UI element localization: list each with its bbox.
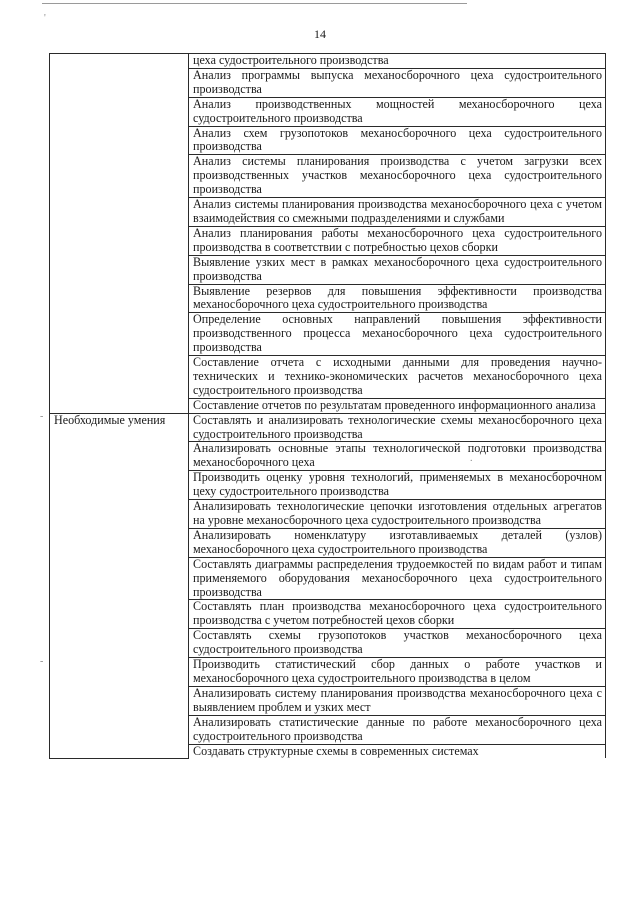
table-cell-item: Анализ производственных мощностей механосборочного цеха судостроительного производства <box>189 97 606 126</box>
table-cell-item: Анализировать номенклатуру изготавливаемых деталей (узлов) механосборочного цеха судостроительного производства <box>189 528 606 557</box>
table-cell-item: Составлять и анализировать технологические схемы механосборочного цеха судостроительного производства <box>189 413 606 442</box>
table-cell-item: Составлять схемы грузопотоков участков механосборочного цеха судостроительного производства <box>189 629 606 658</box>
table-cell-item: Составление отчета с исходными данными для проведения научно-технических и технико-экономических расчетов механосборочного цеха судостроительного производства <box>189 356 606 399</box>
table-cell-item: Анализ системы планирования производства с учетом загрузки всех производственных участков механосборочного цеха судостроительного производства <box>189 155 606 198</box>
scan-mark-dot: . <box>470 453 473 464</box>
table-cell-item: Определение основных направлений повышения эффективности производственного процесса механосборочного цеха судостроительного производства <box>189 313 606 356</box>
table-cell-item: Анализ планирования работы механосборочного цеха судостроительного производства в соответствии с потребностью цехов сборки <box>189 226 606 255</box>
scan-edge-line <box>42 3 467 4</box>
table-cell-item: Анализировать основные этапы технологической подготовки производства механосборочного цеха <box>189 442 606 471</box>
table-cell-item: Анализ системы планирования производства механосборочного цеха с учетом взаимодействия со смежными подразделениями и службами <box>189 198 606 227</box>
table-cell-item: Выявление резервов для повышения эффективности производства механосборочного цеха судостроительного производства <box>189 284 606 313</box>
section-label: Необходимые умения <box>50 413 189 758</box>
table-row <box>50 54 606 69</box>
competency-table <box>49 53 606 759</box>
table-cell-item: Производить оценку уровня технологий, применяемых в механосборочном цеху судостроительного производства <box>189 471 606 500</box>
table-cell-item: Анализировать статистические данные по работе механосборочного цеха судостроительного производства <box>189 715 606 744</box>
page-number: 14 <box>314 27 326 41</box>
table-cell-item: Анализировать технологические цепочки изготовления отдельных агрегатов на уровне механосборочного цеха судостроительного производства <box>189 500 606 529</box>
table-cell-item: Производить статистический сбор данных о работе участков и механосборочного цеха судостроительного производства в целом <box>189 658 606 687</box>
table-cell-item: Создавать структурные схемы в современных системах <box>189 744 606 758</box>
table-cell-item: Анализ схем грузопотоков механосборочного цеха судостроительного производства <box>189 126 606 155</box>
competency-table-body <box>50 54 606 759</box>
table-cell-item: Анализировать систему планирования производства механосборочного цеха с выявлением проблем и узких мест <box>189 686 606 715</box>
table-cell-item: Составлять план производства механосборочного цеха судостроительного производства с учетом потребностей цехов сборки <box>189 600 606 629</box>
table-cell-item: Выявление узких мест в рамках механосборочного цеха судостроительного производства <box>189 255 606 284</box>
table-row <box>50 413 606 442</box>
scan-mark-tick: ' <box>44 13 46 24</box>
section-label-empty <box>50 54 189 414</box>
scan-mark-dash: - <box>40 411 44 422</box>
table-cell-item: Составление отчетов по результатам проведенного информационного анализа <box>189 398 606 413</box>
scan-mark-dash-lower: - <box>40 656 44 667</box>
table-cell-item: Составлять диаграммы распределения трудоемкостей по видам работ и типам применяемого оборудования механосборочного цеха судостроительного производства <box>189 557 606 600</box>
table-cell-item: цеха судостроительного производства <box>189 54 606 69</box>
table-cell-item: Анализ программы выпуска механосборочного цеха судостроительного производства <box>189 68 606 97</box>
